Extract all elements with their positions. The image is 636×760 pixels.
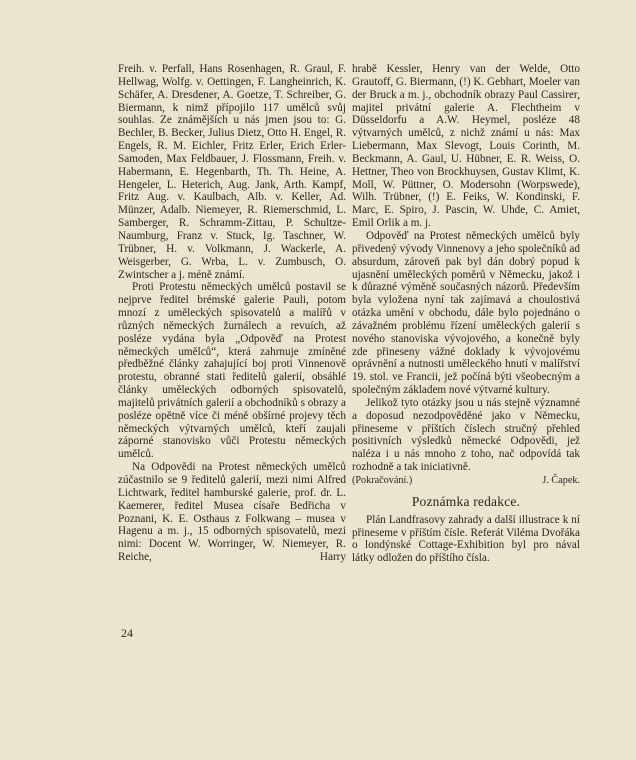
left-column bbox=[118, 63, 346, 564]
editorial-note-text: Plán Landfrasovy zahrady a další illustrace k ní přineseme v příštím čísle. Referát Viléma Dvořáka o londýnské Cottage-Exhibition byl pro nával látky odložen do příštího čísla. bbox=[352, 513, 580, 565]
page-number: 24 bbox=[121, 626, 133, 640]
right-column bbox=[352, 63, 580, 565]
continuation-note: (Pokračování.) bbox=[352, 475, 413, 486]
right-paragraph-3: Jelikož tyto otázky jsou u nás stejně významné a doposud nezodpověděné jako v Německu, přineseme v příštích číslech stručný přehled positivních výsledků německé Odpovědi, jež naléza i u nás mnoho z toho, nač odpovídá tak rozhodně a tak iniciativně. bbox=[352, 396, 580, 474]
right-paragraph-1: hrabě Kessler, Henry van der Welde, Otto Grautoff, G. Biermann, (!) K. Gebhart, Moeler van der Bruck a m. j., obchodník obrazy Paul Cassirer, majitel privátní galerie A. Flechtheim v Düsseldorfu a A.W. Heymel, posléze 48 výtvarných umělců, z nichž známí u nás: Max Liebermann, Max Slevogt, Louis Corinth, M. Beckmann, A. Gaul, U. Hübner, E. R. Weiss, O. Hettner, Theo von Brockhuysen, Gustav Klimt, K. Moll, W. Püttner, O. Modersohn (Worpswede), Wilh. Trübner, (!) E. Feiks, W. Kondinski, F. Marc, E. Spiro, J. Pascin, W. Uhde, C. Amiet, Emil Orlik a m. j. bbox=[352, 63, 580, 230]
left-paragraph-1: Freih. v. Perfall, Hans Rosenhagen, R. Graul, F. Hellwag, Wolfg. v. Oettingen, F. Langheinrich, K. Schäfer, A. Dresdener, A. Goetze, T. Schreiber, G. Biermann, k nimž přípojilo 117 umělců svůj souhlas. Ze známějších u nás jmen jsou to: G. Bechler, B. Becker, Julius Dietz, Otto H. Engel, R. Engels, R. M. Eichler, Fritz Erler, Erich Erler-Samoden, Max Feldbauer, J. Flossmann, Freih. v. Habermann, E. Hegenbarth, Th. Th. Heine, A. Hengeler, L. Heterich, Aug. Jank, Arth. Kampf, Fritz Aug. v. Kaulbach, Alb. v. Keller, Ad. Münzer, Adalb. Niemeyer, R. Riemerschmid, L. Samberger, R. Schramm-Zittau, P. Schultze-Naumburg, Franz v. Stuck, Ig. Taschner, W. Trübner, H. v. Volkmann, J. Wackerle, A. Weisgerber, G. Wrba, L. v. Zumbusch, O. Zwintscher a j. méně známí. bbox=[118, 63, 346, 281]
right-paragraph-2: Odpověď na Protest německých umělců byly přivedený vývody Vinnenovy a jeho společníků ad absurdum, zároveň pak byl dán dobrý popud k ujasnění uměleckých poměrů v Německu, jakož i k důrazné výměně současných názorů. Především byla vyložena nyní tak zajímavá a choulostivá otázka umění v obchodu, dále bylo pojednáno o závažném problému řízení uměleckých galerií s nového stanoviska vývojového, a konečně byly zde přineseny vážné doklady k vývojovému oprávnění a nutnosti uměleckého hnutí v malířství 19. stol. ve Francii, jež počíná býti všeobecným a společným základem nové výtvarné kultury. bbox=[352, 229, 580, 397]
author-signature: J. Čapek. bbox=[542, 475, 580, 486]
left-paragraph-3: Na Odpovědi na Protest německých umělců zúčastnilo se 9 ředitelů galerií, mezi nimi Alfred Lichtwark, ředitel hamburské galerie, prof. dr. L. Kaemerer, ředitel Musea císaře Bedřicha v Poznani, K. E. Osthaus z Folkwang – musea v Hagenu a m. j., 15 odborných spisovatelů, mezi nimi: Docent W. Worringer, W. Niemeyer, R. Reiche, Harry bbox=[118, 461, 346, 564]
left-paragraph-2: Proti Protestu německých umělců postavil se nejprve ředitel brémské galerie Pauli, potom mnozí z uměleckých spisovatelů a malířů v různých německých žurnálech a revuích, až posléze vydána byla „Odpověď na Protest německých umělců“, která zahrnuje zmíněné předběžné články zahajující boj proti Vinnenově protestu, obranné stati ředitelů galerií, obsáhlé články uměleckých odborných spisovatelů, majitelů privátních galerií a obchodníků s obrazy a posléze opětně více či méně obšírné projevy těch německých výtvarných umělců, kteří zaujali záporné stanovisko vůči Protestu německých umělců. bbox=[118, 281, 346, 461]
article-signature-line bbox=[352, 475, 580, 488]
editorial-note-heading: Poznámka redakce. bbox=[411, 493, 521, 509]
